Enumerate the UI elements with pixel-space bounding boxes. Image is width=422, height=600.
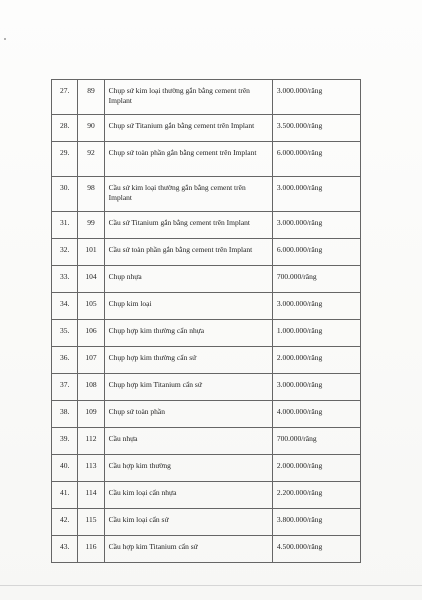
service-price: 3.000.000/răng [272, 80, 360, 115]
service-price: 2.000.000/răng [272, 347, 360, 374]
row-number: 36. [52, 347, 78, 374]
service-code: 105 [78, 293, 104, 320]
service-price: 4.000.000/răng [272, 401, 360, 428]
table-row [52, 347, 361, 374]
table-row [52, 374, 361, 401]
service-price: 3.000.000/răng [272, 374, 360, 401]
service-name: Chụp sứ toàn phần gắn bằng cement trên Implant [104, 142, 272, 177]
service-name: Cầu sứ toàn phần gắn bằng cement trên Implant [104, 239, 272, 266]
row-number: 27. [52, 80, 78, 115]
table-row [52, 177, 361, 212]
table-row [52, 401, 361, 428]
service-code: 112 [78, 428, 104, 455]
service-code: 89 [78, 80, 104, 115]
service-code: 109 [78, 401, 104, 428]
row-number: 28. [52, 115, 78, 142]
table-row [52, 455, 361, 482]
row-number: 39. [52, 428, 78, 455]
service-price: 3.000.000/răng [272, 212, 360, 239]
row-number: 37. [52, 374, 78, 401]
row-number: 33. [52, 266, 78, 293]
table-row [52, 142, 361, 177]
service-code: 107 [78, 347, 104, 374]
service-name: Cầu kim loại cẩn nhựa [104, 482, 272, 509]
service-code: 98 [78, 177, 104, 212]
service-name: Chụp hợp kim Titanium cẩn sứ [104, 374, 272, 401]
table-row [52, 239, 361, 266]
service-code: 92 [78, 142, 104, 177]
service-name: Chụp sứ kim loại thường gắn bằng cement trên Implant [104, 80, 272, 115]
service-name: Chụp hợp kim thường cẩn sứ [104, 347, 272, 374]
table-row [52, 293, 361, 320]
table-row [52, 482, 361, 509]
service-name: Cầu nhựa [104, 428, 272, 455]
service-name: Chụp sứ Titanium gắn bằng cement trên Implant [104, 115, 272, 142]
service-code: 99 [78, 212, 104, 239]
service-price: 3.000.000/răng [272, 293, 360, 320]
service-name: Cầu hợp kim Titanium cẩn sứ [104, 536, 272, 563]
row-number: 40. [52, 455, 78, 482]
service-code: 101 [78, 239, 104, 266]
service-price: 6.000.000/răng [272, 142, 360, 177]
service-name: Chụp kim loại [104, 293, 272, 320]
service-price: 3.800.000/răng [272, 509, 360, 536]
row-number: 30. [52, 177, 78, 212]
table-row [52, 212, 361, 239]
row-number: 31. [52, 212, 78, 239]
service-code: 113 [78, 455, 104, 482]
row-number: 38. [52, 401, 78, 428]
row-number: 42. [52, 509, 78, 536]
service-name: Cầu sứ kim loại thường gắn bằng cement trên Implant [104, 177, 272, 212]
service-price: 2.000.000/răng [272, 455, 360, 482]
service-price: 4.500.000/răng [272, 536, 360, 563]
service-price: 1.000.000/răng [272, 320, 360, 347]
service-name: Chụp sứ toàn phần [104, 401, 272, 428]
table-row [52, 509, 361, 536]
row-number: 32. [52, 239, 78, 266]
service-code: 116 [78, 536, 104, 563]
scan-speck [4, 38, 6, 40]
service-price: 3.500.000/răng [272, 115, 360, 142]
service-code: 106 [78, 320, 104, 347]
table-row [52, 266, 361, 293]
service-name: Cầu hợp kim thường [104, 455, 272, 482]
service-name: Chụp hợp kim thường cẩn nhựa [104, 320, 272, 347]
service-name: Cầu kim loại cẩn sứ [104, 509, 272, 536]
row-number: 43. [52, 536, 78, 563]
table-row [52, 536, 361, 563]
service-price: 700.000/răng [272, 266, 360, 293]
row-number: 41. [52, 482, 78, 509]
service-code: 108 [78, 374, 104, 401]
service-price: 6.000.000/răng [272, 239, 360, 266]
service-code: 90 [78, 115, 104, 142]
service-price: 2.200.000/răng [272, 482, 360, 509]
table-row [52, 115, 361, 142]
row-number: 34. [52, 293, 78, 320]
row-number: 29. [52, 142, 78, 177]
scan-edge-line [0, 585, 422, 586]
service-code: 104 [78, 266, 104, 293]
service-code: 114 [78, 482, 104, 509]
service-code: 115 [78, 509, 104, 536]
table-row [52, 320, 361, 347]
price-table [51, 79, 361, 563]
table-row [52, 428, 361, 455]
row-number: 35. [52, 320, 78, 347]
service-price: 3.000.000/răng [272, 177, 360, 212]
service-price: 700.000/răng [272, 428, 360, 455]
service-name: Chụp nhựa [104, 266, 272, 293]
service-name: Cầu sứ Titanium gắn bằng cement trên Implant [104, 212, 272, 239]
table-row [52, 80, 361, 115]
